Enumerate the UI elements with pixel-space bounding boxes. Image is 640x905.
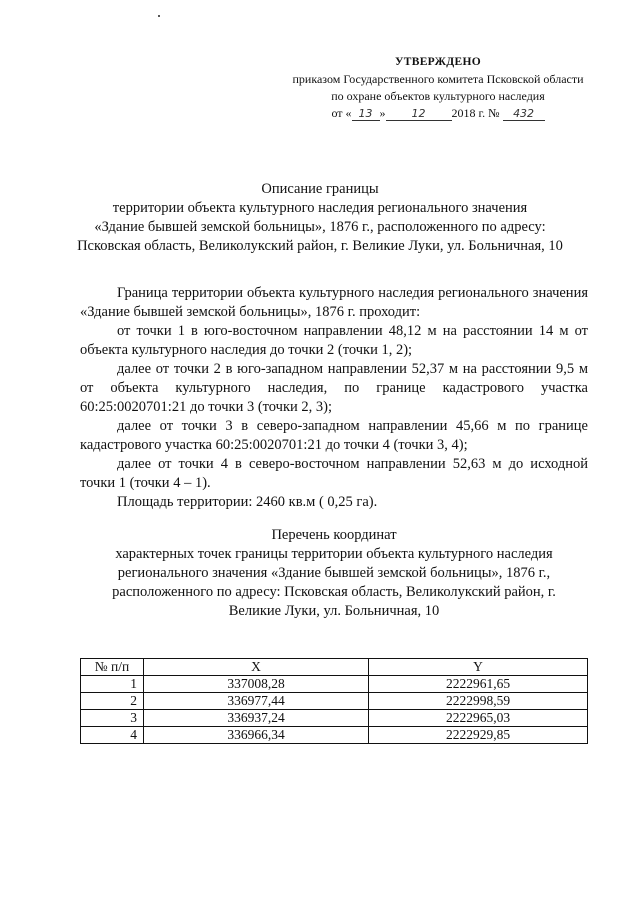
date-prefix: от « (331, 106, 352, 120)
boundary-title (60, 180, 580, 256)
table-row (81, 727, 588, 744)
header-x: X (144, 659, 369, 676)
cell-index: 2 (81, 693, 144, 710)
table-row (81, 693, 588, 710)
cell-x: 336966,34 (144, 727, 369, 744)
approval-header: УТВЕРЖДЕНО (395, 56, 481, 68)
cell-y: 2222998,59 (369, 693, 588, 710)
approval-date-line (288, 105, 588, 122)
cell-index: 1 (81, 676, 144, 693)
header-y: Y (369, 659, 588, 676)
cell-index: 3 (81, 710, 144, 727)
table-row (81, 676, 588, 693)
table-row (81, 710, 588, 727)
coords-title-line-2: регионального значения «Здание бывшей земской больницы», 1876 г., (117, 565, 551, 581)
handwritten-order-number: 432 (503, 107, 545, 121)
coords-title-line-1: характерных точек границы территории объекта культурного наследия (115, 546, 553, 562)
cell-index: 4 (81, 727, 144, 744)
title-main: Описание границы (261, 181, 379, 197)
title-line-2: «Здание бывшей земской больницы», 1876 г., расположенного по адресу: (94, 219, 546, 235)
approval-stamp (288, 54, 588, 122)
date-year: 2018 г. № (451, 106, 500, 120)
title-line-1: территории объекта культурного наследия регионального значения (112, 200, 528, 216)
cell-x: 336977,44 (144, 693, 369, 710)
handwritten-month: 12 (386, 107, 452, 121)
title-line-3: Псковская область, Великолукский район, г. Великие Луки, ул. Больничная, 10 (77, 238, 563, 254)
coords-title-main: Перечень координат (271, 527, 397, 543)
approval-line-1: приказом Государственного комитета Псковской области (292, 72, 584, 86)
header-index: № п/п (81, 659, 144, 676)
description-segment-1: от точки 1 в юго-восточном направлении 48,12 м на расстоянии 14 м от объекта культурного наследия до точки 2 (точки 1, 2); (80, 323, 588, 358)
approval-line-2: по охране объектов культурного наследия (331, 89, 545, 103)
description-segment-3: далее от точки 3 в северо-западном направлении 45,66 м по границе кадастрового участка 60:25:0020701:21 до точки 4 (точки 3, 4); (80, 418, 588, 453)
coords-title-line-3: расположенного по адресу: Псковская область, Великолукский район, г. (112, 584, 556, 600)
description-segment-2: далее от точки 2 в юго-западном направлении 52,37 м на расстоянии 9,5 м от объекта культурного наследия, по границе кадастрового участка 60:25:0020701:21 до точки 3 (точки 2, 3); (80, 361, 588, 415)
scan-speck (158, 15, 160, 17)
coordinates-title (80, 526, 588, 621)
table-header-row (81, 659, 588, 676)
description-area: Площадь территории: 2460 кв.м ( 0,25 га). (117, 494, 378, 510)
cell-y: 2222929,85 (369, 727, 588, 744)
cell-x: 337008,28 (144, 676, 369, 693)
cell-y: 2222961,65 (369, 676, 588, 693)
cell-x: 336937,24 (144, 710, 369, 727)
coords-title-line-4: Великие Луки, ул. Больничная, 10 (228, 603, 440, 619)
cell-y: 2222965,03 (369, 710, 588, 727)
description-segment-4: далее от точки 4 в северо-восточном направлении 52,63 м до исходной точки 1 (точки 4 – 1). (80, 456, 588, 491)
date-mid: » (379, 106, 386, 120)
coordinates-table (80, 658, 588, 744)
handwritten-day: 13 (352, 107, 380, 121)
description-intro: Граница территории объекта культурного наследия регионального значения «Здание бывшей земской больницы», 1876 г. проходит: (80, 285, 588, 320)
boundary-description (80, 284, 588, 512)
